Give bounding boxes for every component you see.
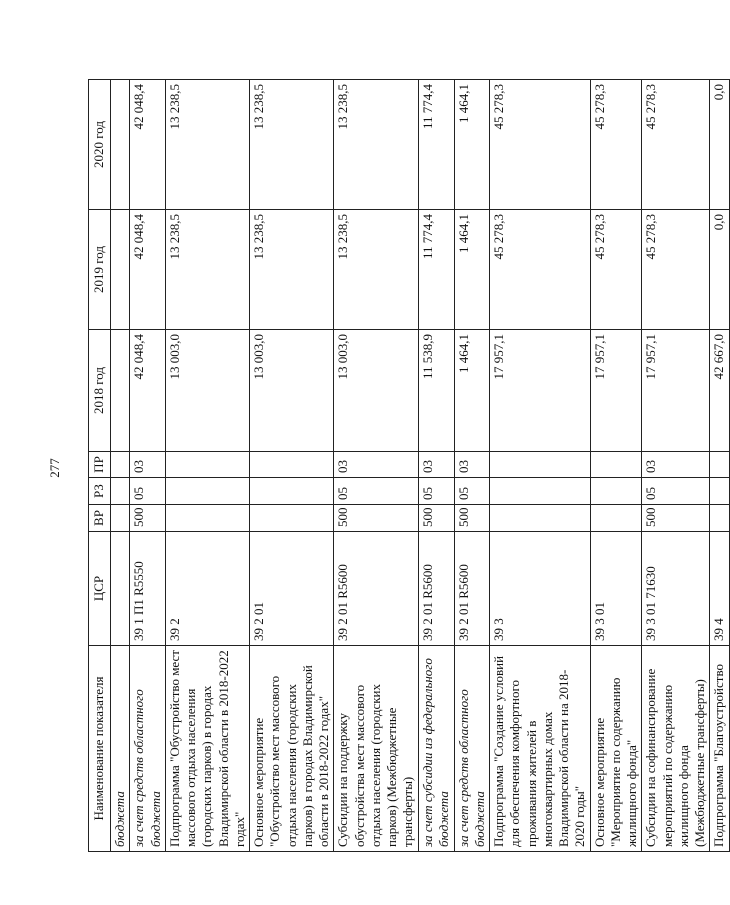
row-vr <box>250 505 334 532</box>
row-vr <box>710 505 729 532</box>
table-row <box>642 80 710 852</box>
row-vr <box>165 505 249 532</box>
row-2018 <box>111 330 130 452</box>
row-2018: 13 003,0 <box>334 330 418 452</box>
row-name: Основное мероприятие "Мероприятие по содержанию жилищного фонда" <box>590 646 642 852</box>
row-name: Основное мероприятие "Обустройство мест массового отдыха населения (городских парков) в городах Владимирской области в 2018-2022 годах" <box>250 646 334 852</box>
row-csr: 39 3 <box>490 532 591 646</box>
row-rz: 05 <box>130 478 166 505</box>
row-2018: 11 538,9 <box>418 330 454 452</box>
row-pr: 03 <box>418 452 454 478</box>
row-name: Подпрограмма "Создание условий для обеспечения комфортного проживания жителей в многоквартирных домах Владимирской области на 2018-2020 годы" <box>490 646 591 852</box>
header-row <box>89 80 111 852</box>
table-row <box>710 80 729 852</box>
row-pr <box>590 452 642 478</box>
header-rz: РЗ <box>89 478 111 505</box>
row-csr: 39 3 01 <box>590 532 642 646</box>
row-name: за счет средств областного бюджета <box>454 646 490 852</box>
row-name: Подпрограмма "Обустройство мест массового отдыха населения (городских парков) в городах Владимирской области в 2018-2022 годах" <box>165 646 249 852</box>
row-vr: 500 <box>334 505 418 532</box>
table-row <box>165 80 249 852</box>
row-csr <box>111 532 130 646</box>
header-csr: ЦСР <box>89 532 111 646</box>
row-2019: 13 238,5 <box>250 210 334 330</box>
row-csr: 39 2 01 R5600 <box>418 532 454 646</box>
row-rz <box>710 478 729 505</box>
row-vr: 500 <box>454 505 490 532</box>
row-2018: 17 957,1 <box>490 330 591 452</box>
row-pr <box>710 452 729 478</box>
row-2018: 17 957,1 <box>642 330 710 452</box>
header-2019: 2019 год <box>89 210 111 330</box>
table-row <box>490 80 591 852</box>
row-vr: 500 <box>418 505 454 532</box>
row-csr: 39 2 01 R5600 <box>334 532 418 646</box>
row-vr <box>111 505 130 532</box>
table-row <box>111 80 130 852</box>
budget-table-wrapper <box>88 80 727 852</box>
header-name: Наименование показателя <box>89 646 111 852</box>
row-rz <box>111 478 130 505</box>
row-vr <box>590 505 642 532</box>
header-pr: ПР <box>89 452 111 478</box>
row-name: Субсидии на софинансирование мероприятий по содержанию жилищного фонда (Межбюджетные трансферты) <box>642 646 710 852</box>
row-2018: 1 464,1 <box>454 330 490 452</box>
row-name: за счет субсидии из федерального бюджета <box>418 646 454 852</box>
row-pr <box>111 452 130 478</box>
row-vr <box>490 505 591 532</box>
row-2020: 13 238,5 <box>250 80 334 210</box>
row-vr: 500 <box>642 505 710 532</box>
row-2019: 11 774,4 <box>418 210 454 330</box>
row-rz <box>250 478 334 505</box>
row-2020: 0,0 <box>710 80 729 210</box>
row-pr <box>165 452 249 478</box>
page-number: 277 <box>47 458 62 478</box>
row-vr: 500 <box>130 505 166 532</box>
row-2018: 13 003,0 <box>250 330 334 452</box>
row-2018: 42 048,4 <box>130 330 166 452</box>
row-2020: 45 278,3 <box>642 80 710 210</box>
row-2019: 42 048,4 <box>130 210 166 330</box>
row-2019: 45 278,3 <box>590 210 642 330</box>
row-2020 <box>111 80 130 210</box>
row-rz <box>165 478 249 505</box>
table-row <box>590 80 642 852</box>
row-rz <box>590 478 642 505</box>
row-2019: 45 278,3 <box>490 210 591 330</box>
table-row <box>418 80 454 852</box>
row-2018: 17 957,1 <box>590 330 642 452</box>
row-rz: 05 <box>334 478 418 505</box>
row-csr: 39 3 01 71630 <box>642 532 710 646</box>
row-csr: 39 2 01 <box>250 532 334 646</box>
row-2020: 42 048,4 <box>130 80 166 210</box>
row-2018: 42 667,0 <box>710 330 729 452</box>
row-pr: 03 <box>642 452 710 478</box>
row-csr: 39 2 <box>165 532 249 646</box>
table-row <box>334 80 418 852</box>
row-rz: 05 <box>642 478 710 505</box>
row-2018: 13 003,0 <box>165 330 249 452</box>
row-pr: 03 <box>454 452 490 478</box>
row-csr: 39 4 <box>710 532 729 646</box>
row-name: Субсидии на поддержку обустройства мест массового отдыха населения (городских парков) (Межбюджетные трансферты) <box>334 646 418 852</box>
row-pr <box>250 452 334 478</box>
row-2020: 13 238,5 <box>165 80 249 210</box>
header-2018: 2018 год <box>89 330 111 452</box>
header-vr: ВР <box>89 505 111 532</box>
row-2020: 45 278,3 <box>490 80 591 210</box>
row-pr: 03 <box>130 452 166 478</box>
table-row <box>250 80 334 852</box>
row-name: за счет средств областного бюджета <box>130 646 166 852</box>
row-name: бюджета <box>111 646 130 852</box>
header-2020: 2020 год <box>89 80 111 210</box>
row-rz: 05 <box>454 478 490 505</box>
row-2020: 11 774,4 <box>418 80 454 210</box>
row-2020: 1 464,1 <box>454 80 490 210</box>
row-2019: 1 464,1 <box>454 210 490 330</box>
row-rz: 05 <box>418 478 454 505</box>
row-rz <box>490 478 591 505</box>
row-name: Подпрограмма "Благоустройство <box>710 646 729 852</box>
row-pr: 03 <box>334 452 418 478</box>
row-2019: 13 238,5 <box>165 210 249 330</box>
row-pr <box>490 452 591 478</box>
row-csr: 39 1 П1 R5550 <box>130 532 166 646</box>
row-2020: 13 238,5 <box>334 80 418 210</box>
table-row <box>130 80 166 852</box>
row-2019: 0,0 <box>710 210 729 330</box>
budget-table <box>88 79 730 852</box>
row-2019: 45 278,3 <box>642 210 710 330</box>
row-2019 <box>111 210 130 330</box>
row-2020: 45 278,3 <box>590 80 642 210</box>
row-csr: 39 2 01 R5600 <box>454 532 490 646</box>
table-row <box>454 80 490 852</box>
row-2019: 13 238,5 <box>334 210 418 330</box>
